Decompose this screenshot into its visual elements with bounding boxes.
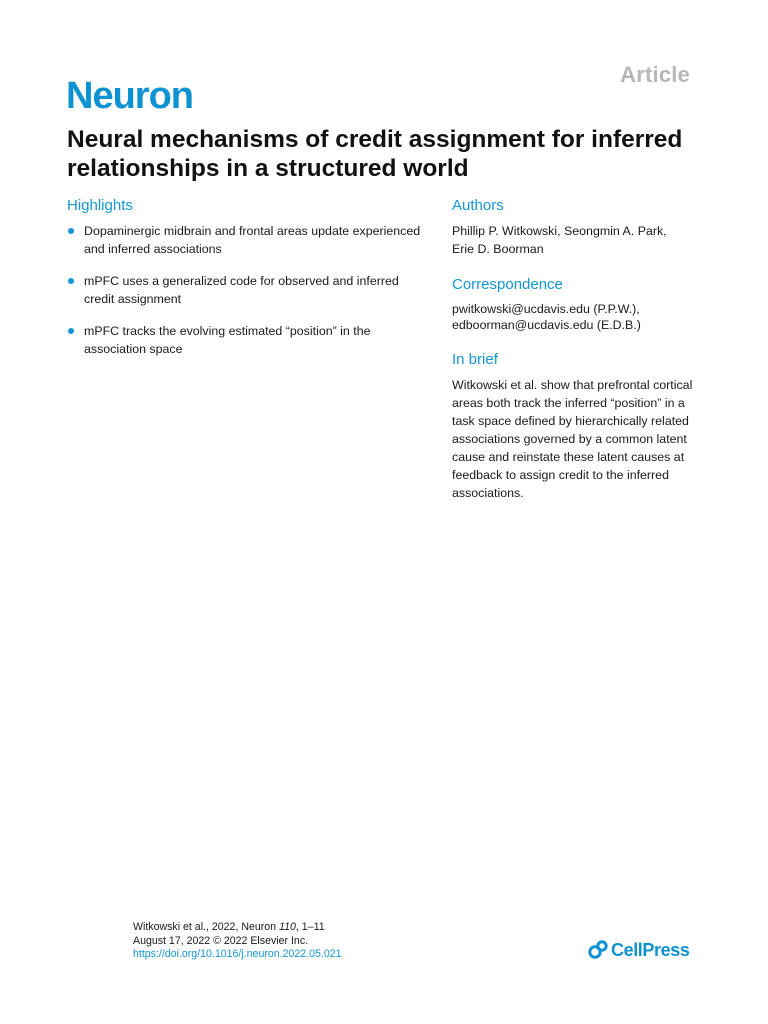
correspondence-emails xyxy=(452,301,702,333)
highlight-item xyxy=(67,222,427,258)
authors-line: Erie D. Boorman xyxy=(452,242,544,256)
bullet-icon xyxy=(68,228,74,234)
in-brief-heading: In brief xyxy=(452,351,498,368)
cellpress-wordmark: CellPress xyxy=(611,939,690,960)
citation-pages: , 1–11 xyxy=(295,921,325,933)
authors-list xyxy=(452,222,702,258)
correspondence-heading: Correspondence xyxy=(452,276,563,293)
highlights-section xyxy=(67,196,427,372)
bullet-icon xyxy=(68,328,74,334)
authors-section xyxy=(452,196,702,258)
cellpress-icon xyxy=(588,939,608,961)
citation-volume: 110 xyxy=(279,921,296,933)
correspondence-section xyxy=(452,275,702,333)
highlight-text: Dopaminergic midbrain and frontal areas update experienced and inferred associations xyxy=(84,224,421,256)
bullet-icon xyxy=(68,278,74,284)
citation-line xyxy=(133,921,433,935)
highlight-item xyxy=(67,322,427,358)
highlights-heading: Highlights xyxy=(67,197,133,214)
article-type-label: Article xyxy=(620,62,690,87)
summary-column xyxy=(452,196,702,502)
cellpress-logo[interactable] xyxy=(588,938,689,962)
citation-prefix: Witkowski et al., 2022, Neuron xyxy=(133,921,280,933)
email-link[interactable]: pwitkowski@ucdavis.edu (P.P.W.), xyxy=(452,302,640,316)
highlights-list xyxy=(67,222,427,358)
highlight-item xyxy=(67,272,427,308)
highlight-text: mPFC tracks the evolving estimated “position” in the association space xyxy=(84,324,371,356)
date-copyright-line: August 17, 2022 © 2022 Elsevier Inc. xyxy=(133,934,309,947)
article-title: Neural mechanisms of credit assignment for inferred relationships in a structured world xyxy=(67,126,683,182)
authors-line: Phillip P. Witkowski, Seongmin A. Park, xyxy=(452,224,667,238)
authors-heading: Authors xyxy=(452,197,504,214)
journal-logo[interactable]: Neuron xyxy=(66,75,193,117)
citation-footer xyxy=(133,921,433,962)
in-brief-text: Witkowski et al. show that prefrontal cortical areas both track the inferred “position” in a task space defined by hierarchically related associations governed by a common latent cause and reinstate these latent causes at feedback to assign credit to the inferred associations. xyxy=(452,378,693,500)
doi-link[interactable]: https://doi.org/10.1016/j.neuron.2022.05.021 xyxy=(133,948,342,960)
highlight-text: mPFC uses a generalized code for observed and inferred credit assignment xyxy=(84,274,399,306)
email-link[interactable]: edboorman@ucdavis.edu (E.D.B.) xyxy=(452,318,641,332)
in-brief-section xyxy=(452,350,702,502)
